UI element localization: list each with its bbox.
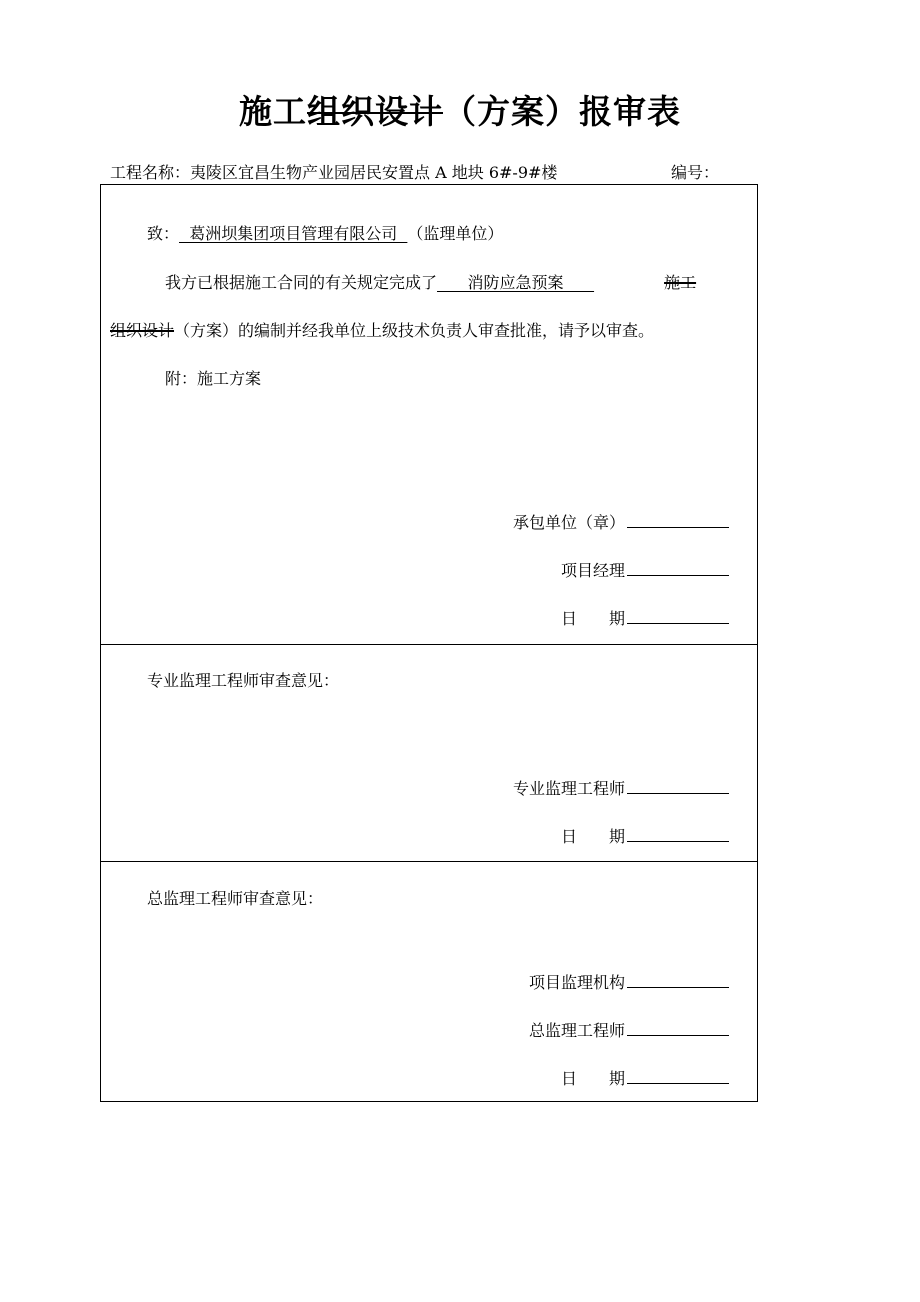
project-number-row (671, 162, 719, 184)
chief-opinion-label: 总监理工程师审查意见： (147, 889, 324, 908)
section2-date-blank[interactable] (627, 825, 729, 842)
contractor-blank[interactable] (627, 511, 729, 528)
section2-date-label: 日 期 (560, 827, 625, 846)
section3-date-row (561, 1067, 729, 1091)
chief-opinion-line (147, 887, 323, 911)
statement-line-2 (110, 319, 654, 343)
org-label: 项目监理机构 (528, 973, 625, 992)
section1-date-label: 日 期 (560, 609, 625, 628)
section1-date-row (561, 607, 729, 631)
recipient-line (147, 222, 503, 246)
attachment-line (165, 367, 261, 391)
section3-date-blank[interactable] (627, 1067, 729, 1084)
chief-blank[interactable] (627, 1019, 729, 1036)
chief-label: 总监理工程师 (528, 1021, 625, 1040)
org-signature-row (529, 971, 729, 995)
title-struck-text: 组织设计 (307, 92, 443, 131)
attachment-text: 附：施工方案 (165, 369, 262, 388)
project-name-label: 工程名称： (110, 163, 191, 182)
project-number-label: 编号： (671, 163, 720, 182)
chief-signature-row (529, 1019, 729, 1043)
manager-blank[interactable] (627, 559, 729, 576)
plan-name: 消防应急预案 (437, 273, 595, 292)
section-divider-1 (101, 644, 757, 645)
statement-part2: （方案）的编制并经我单位上级技术负责人审查批准，请予以审查。 (174, 321, 655, 340)
review-form-table (100, 184, 758, 1102)
project-name-value: 夷陵区宜昌生物产业园居民安置点 A 地块 6#-9#楼 (190, 163, 558, 182)
section3-date-label: 日 期 (560, 1069, 625, 1088)
contractor-label: 承包单位（章） (512, 513, 625, 532)
section2-date-row (561, 825, 729, 849)
statement-line-1 (165, 271, 696, 295)
struck-text-start: 施工 (664, 273, 697, 292)
manager-label: 项目经理 (560, 561, 625, 580)
to-label: 致： (147, 224, 180, 243)
org-blank[interactable] (627, 971, 729, 988)
form-title (0, 88, 920, 136)
engineer-signature-row (513, 777, 729, 801)
statement-part1: 我方已根据施工合同的有关规定完成了 (165, 273, 438, 292)
struck-text-end: 组织设计 (110, 321, 175, 340)
engineer-opinion-label: 专业监理工程师审查意见： (147, 671, 340, 690)
engineer-blank[interactable] (627, 777, 729, 794)
engineer-opinion-line (147, 669, 339, 693)
recipient-role: （监理单位） (407, 224, 504, 243)
recipient-name: 葛洲坝集团项目管理有限公司 (179, 224, 408, 243)
title-part2: （方案）报审表 (443, 92, 681, 131)
section1-date-blank[interactable] (627, 607, 729, 624)
engineer-label: 专业监理工程师 (512, 779, 625, 798)
title-part1: 施工 (239, 92, 307, 131)
project-name-row (110, 162, 557, 184)
section-divider-2 (101, 861, 757, 862)
contractor-signature-row (513, 511, 729, 535)
manager-signature-row (561, 559, 729, 583)
